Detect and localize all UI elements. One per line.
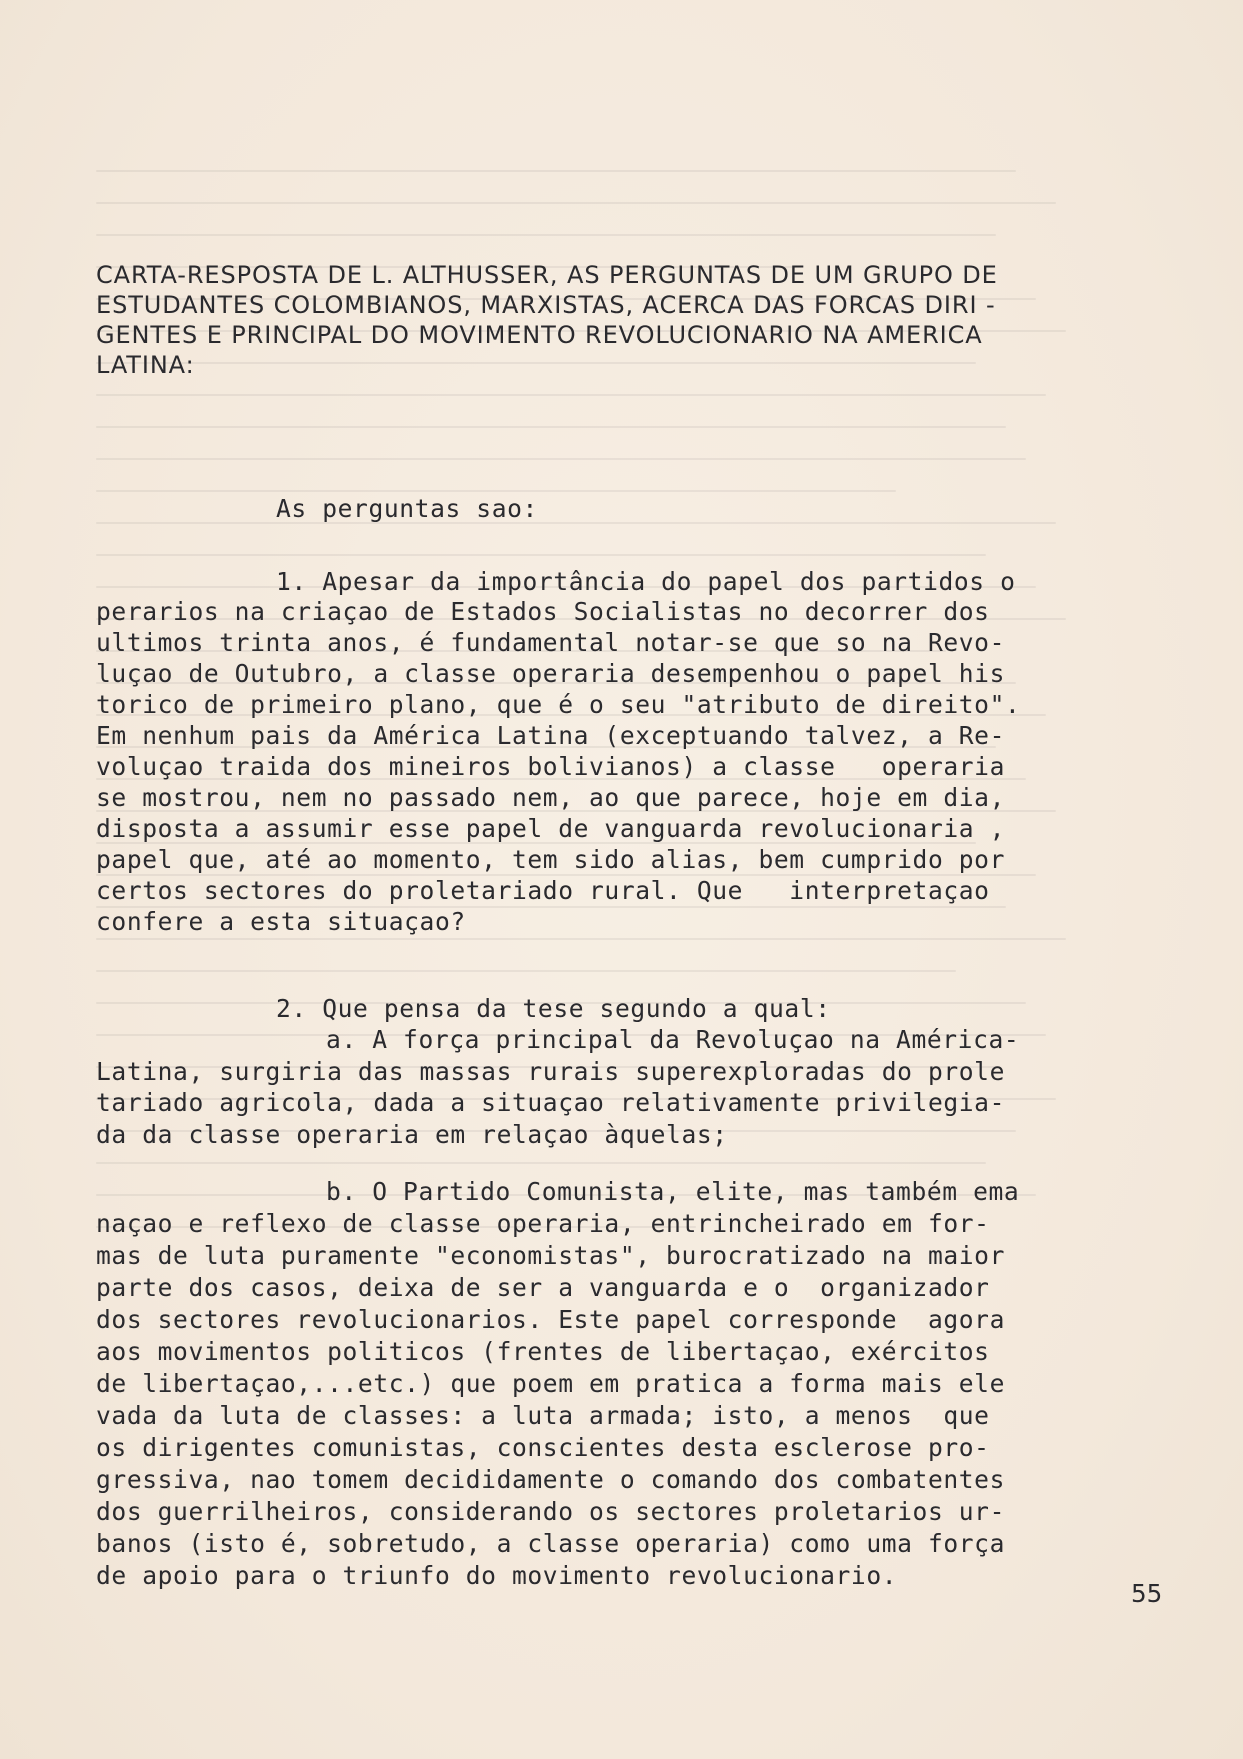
- paragraph-line: aos movimentos politicos (frentes de libertaçao, exércitos: [96, 1337, 990, 1366]
- paragraph-line: torico de primeiro plano, que é o seu "atributo de direito".: [96, 690, 1021, 719]
- title-line: GENTES E PRINCIPAL DO MOVIMENTO REVOLUCIONARIO NA AMERICA: [96, 321, 983, 349]
- paragraph-line: disposta a assumir esse papel de vanguarda revolucionaria ,: [96, 814, 1005, 843]
- paragraph-line: dos guerrilheiros, considerando os sectores proletarios ur-: [96, 1497, 1005, 1526]
- paragraph-line: certos sectores do proletariado rural. Que interpretaçao: [96, 876, 990, 905]
- paragraph-line: naçao e reflexo de classe operaria, entrincheirado em for-: [96, 1209, 990, 1238]
- paragraph-line: parte dos casos, deixa de ser a vanguarda e o organizador: [96, 1273, 990, 1302]
- paragraph-line: de libertaçao,...etc.) que poem em pratica a forma mais ele: [96, 1369, 1005, 1398]
- title-line: CARTA-RESPOSTA DE L. ALTHUSSER, AS PERGUNTAS DE UM GRUPO DE: [96, 261, 998, 289]
- paragraph-line: papel que, até ao momento, tem sido alias, bem cumprido por: [96, 845, 1005, 874]
- paragraph-line: a. A força principal da Revoluçao na América-: [326, 1025, 1020, 1054]
- paragraph-line: de apoio para o triunfo do movimento revolucionario.: [96, 1561, 898, 1590]
- paragraph-line: banos (isto é, sobretudo, a classe operaria) como uma força: [96, 1529, 1005, 1558]
- intro-text: As perguntas sao:: [276, 494, 538, 523]
- paragraph-line: mas de luta puramente "economistas", burocratizado na maior: [96, 1241, 1005, 1270]
- question-2-intro: 2. Que pensa da tese segundo a qual:: [276, 994, 831, 1023]
- paragraph-line: os dirigentes comunistas, conscientes desta esclerose pro-: [96, 1433, 990, 1462]
- paragraph-line: se mostrou, nem no passado nem, ao que parece, hoje em dia,: [96, 783, 1005, 812]
- title-line: ESTUDANTES COLOMBIANOS, MARXISTAS, ACERCA DAS FORCAS DIRI -: [96, 291, 996, 319]
- paragraph-line: voluçao traida dos mineiros bolivianos) a classe operaria: [96, 752, 1005, 781]
- paragraph-line: dos sectores revolucionarios. Este papel corresponde agora: [96, 1305, 1005, 1334]
- paragraph-line: confere a esta situaçao?: [96, 907, 466, 936]
- paragraph-line: da da classe operaria em relaçao àquelas;: [96, 1120, 728, 1149]
- page-number: 55: [1131, 1579, 1163, 1608]
- paragraph-line: ultimos trinta anos, é fundamental notar-se que so na Revo-: [96, 628, 1005, 657]
- paragraph-line: gressiva, nao tomem decididamente o comando dos combatentes: [96, 1465, 1005, 1494]
- paragraph-line: Em nenhum pais da América Latina (exceptuando talvez, a Re-: [96, 721, 1005, 750]
- title-line: LATINA:: [96, 351, 195, 379]
- paragraph-line: luçao de Outubro, a classe operaria desempenhou o papel his: [96, 659, 1005, 688]
- paragraph-line: Latina, surgiria das massas rurais superexploradas do prole: [96, 1057, 1005, 1086]
- paragraph-line: vada da luta de classes: a luta armada; isto, a menos que: [96, 1401, 990, 1430]
- paragraph-line: 1. Apesar da importância do papel dos partidos o: [276, 567, 1016, 596]
- paragraph-line: b. O Partido Comunista, elite, mas também ema: [326, 1177, 1020, 1206]
- paragraph-line: tariado agricola, dada a situaçao relativamente privilegia-: [96, 1088, 1005, 1117]
- paragraph-line: perarios na criaçao de Estados Socialistas no decorrer dos: [96, 597, 990, 626]
